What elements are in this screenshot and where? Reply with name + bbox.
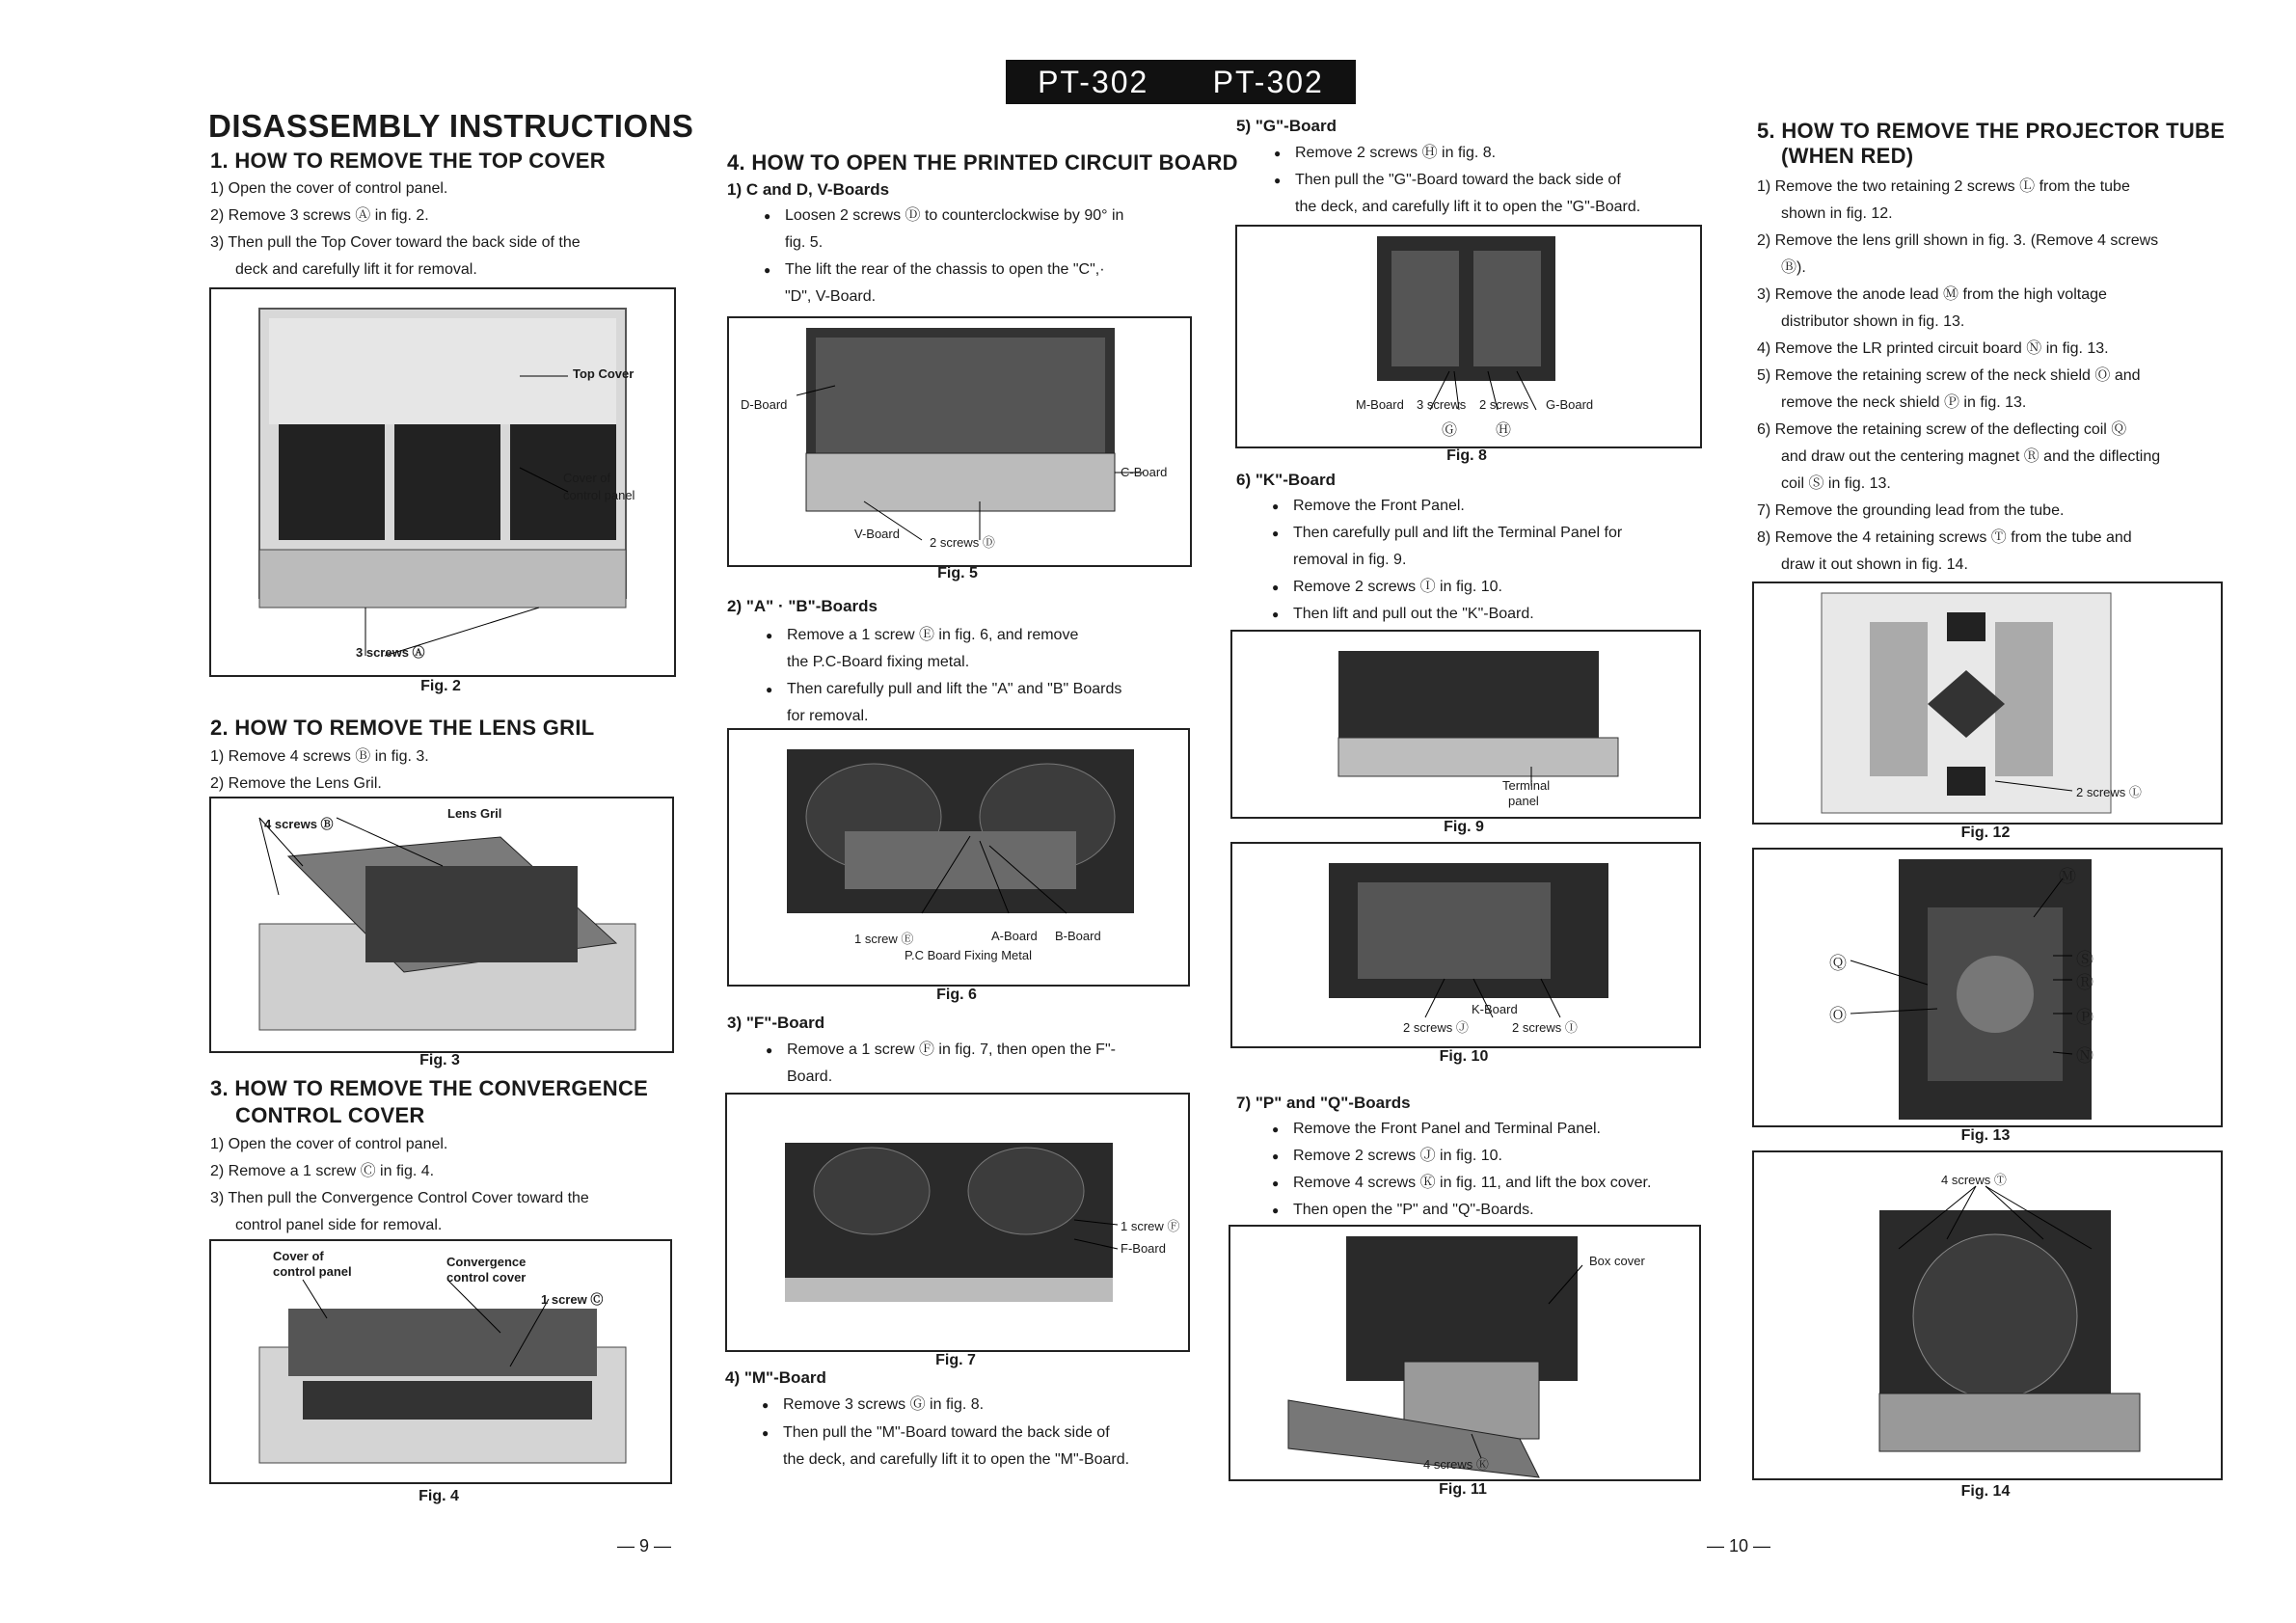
- sec3-step-2: 2) Remove a 1 screw Ⓒ in fig. 4.: [210, 1163, 435, 1179]
- sec4-p1-title: 1) C and D, V-Boards: [727, 180, 890, 199]
- fig-13-caption: Fig. 13: [1960, 1127, 2011, 1144]
- sec3-step-1: 1) Open the cover of control panel.: [210, 1136, 448, 1152]
- fig4-label-convergence: Convergence: [446, 1255, 527, 1269]
- fig-13-image: [1752, 848, 2223, 1127]
- section-1-heading: 1. HOW TO REMOVE THE TOP COVER: [210, 149, 606, 173]
- sec4-p2-bullet-1: ● Remove a 1 screw Ⓔ in fig. 6, and remove: [766, 627, 1079, 643]
- fig-5-caption: Fig. 5: [937, 565, 978, 582]
- page-title: DISASSEMBLY INSTRUCTIONS: [208, 108, 694, 144]
- fig-12-caption: Fig. 12: [1960, 825, 2011, 841]
- fig4-label-cover-of: Cover of: [273, 1249, 324, 1263]
- sec2-step-1: 1) Remove 4 screws Ⓑ in fig. 3.: [210, 748, 429, 765]
- fig4-label-control-panel: control panel: [273, 1264, 352, 1279]
- fig2-label-cover-of: Cover of: [563, 471, 611, 485]
- fig-2-caption: Fig. 2: [420, 678, 461, 694]
- sec6k-bullet-1: ● Remove the Front Panel.: [1272, 498, 1465, 514]
- tube-step-5: 5) Remove the retaining screw of the neck shield Ⓞ and: [1757, 367, 2141, 384]
- page-number-right: — 10 —: [1707, 1536, 1771, 1555]
- fig10-label-j-screws: 2 screws Ⓙ: [1403, 1020, 1469, 1035]
- fig-2-image: [209, 287, 676, 677]
- tube-step-4: 4) Remove the LR printed circuit board Ⓝ in fig. 13.: [1757, 340, 2109, 357]
- sec6k-bullet-2: ● Then carefully pull and lift the Terminal Panel for: [1272, 525, 1623, 541]
- fig4-label-control-cover: control cover: [446, 1270, 527, 1285]
- sec6k-title: 6) "K"-Board: [1236, 471, 1337, 489]
- fig-7-caption: Fig. 7: [935, 1352, 976, 1368]
- sec4-p4-title: 4) "M"-Board: [725, 1368, 826, 1387]
- tube-step-2-cont: Ⓑ).: [1781, 259, 1806, 276]
- sec5g-bullet-1: ● Remove 2 screws Ⓗ in fig. 8.: [1274, 145, 1497, 161]
- fig13-label-q: Ⓠ: [1829, 954, 1847, 973]
- fig2-label-control-panel: control panel: [563, 488, 635, 502]
- section-5-tube-heading-line2: (WHEN RED): [1781, 144, 1914, 168]
- fig9-label-terminal: Terminal: [1502, 778, 1551, 793]
- sec6k-bullet-4: ● Then lift and pull out the "K"-Board.: [1272, 606, 1534, 622]
- fig-7-image: [725, 1093, 1190, 1352]
- fig-3-image: [209, 797, 674, 1053]
- tube-step-1: 1) Remove the two retaining 2 screws Ⓛ from the tube: [1757, 178, 2130, 195]
- fig-11-caption: Fig. 11: [1439, 1481, 1487, 1498]
- fig2-label-screws: 3 screws Ⓐ: [356, 645, 425, 660]
- sec1-step-2: 2) Remove 3 screws Ⓐ in fig. 2.: [210, 207, 429, 224]
- sec4-p2-bullet-1-cont: the P.C-Board fixing metal.: [787, 654, 970, 670]
- sec4-p2-title: 2) "A" · "B"-Boards: [727, 597, 878, 615]
- sec2-step-2: 2) Remove the Lens Gril.: [210, 775, 382, 792]
- model-banner: [1006, 60, 1356, 104]
- sec7pq-bullet-3: ● Remove 4 screws Ⓚ in fig. 11, and lift the box cover.: [1272, 1175, 1652, 1191]
- sec4-p1-bullet-1-cont: fig. 5.: [785, 234, 824, 251]
- tube-step-3: 3) Remove the anode lead Ⓜ from the high voltage: [1757, 286, 2107, 303]
- fig-3-caption: Fig. 3: [419, 1052, 460, 1068]
- tube-step-3-cont: distributor shown in fig. 13.: [1781, 313, 1965, 330]
- fig13-label-p: Ⓟ: [2076, 1008, 2093, 1027]
- sec4-p4-bullet-2: ● Then pull the "M"-Board toward the back side of: [762, 1424, 1110, 1441]
- fig12-label-screws: 2 screws Ⓛ: [2076, 785, 2142, 799]
- fig2-label-top-cover: Top Cover: [573, 366, 635, 381]
- fig-4-caption: Fig. 4: [419, 1488, 459, 1504]
- fig-8-caption: Fig. 8: [1446, 447, 1487, 464]
- fig6-label-b-board: B-Board: [1055, 929, 1101, 943]
- fig3-label-lens-gril: Lens Gril: [447, 806, 502, 821]
- fig13-label-m: Ⓜ: [2059, 867, 2076, 886]
- tube-step-6-cont-2: coil Ⓢ in fig. 13.: [1781, 475, 1891, 492]
- sec4-p1-bullet-1: ● Loosen 2 screws Ⓓ to counterclockwise by 90° in: [764, 207, 1124, 224]
- sec7pq-bullet-1: ● Remove the Front Panel and Terminal Panel.: [1272, 1121, 1601, 1137]
- model-label-right: PT-302: [1212, 64, 1324, 99]
- section-5-tube-heading-line1: 5. HOW TO REMOVE THE PROJECTOR TUBE: [1757, 119, 2226, 143]
- fig-9-image: [1230, 630, 1701, 819]
- sec4-p1-bullet-2: ● The lift the rear of the chassis to open the "C",·: [764, 261, 1105, 278]
- sec3-step-3: 3) Then pull the Convergence Control Cover toward the: [210, 1190, 589, 1206]
- tube-step-6: 6) Remove the retaining screw of the deflecting coil Ⓠ: [1757, 421, 2127, 438]
- section-4-heading: 4. HOW TO OPEN THE PRINTED CIRCUIT BOARD: [727, 150, 1238, 175]
- fig8-label-g-board: G-Board: [1546, 397, 1594, 412]
- fig10-label-k-board: K-Board: [1472, 1002, 1518, 1016]
- sec5g-bullet-2-cont: the deck, and carefully lift it to open the "G"-Board.: [1295, 199, 1641, 215]
- tube-step-1-cont: shown in fig. 12.: [1781, 205, 1893, 222]
- tube-step-2: 2) Remove the lens grill shown in fig. 3. (Remove 4 screws: [1757, 232, 2159, 249]
- fig-4-image: [209, 1239, 672, 1484]
- tube-step-5-cont: remove the neck shield Ⓟ in fig. 13.: [1781, 394, 2027, 411]
- sec1-step-1: 1) Open the cover of control panel.: [210, 180, 448, 197]
- fig4-label-screw: 1 screw Ⓒ: [541, 1292, 604, 1307]
- fig13-label-r: Ⓡ: [2076, 973, 2093, 992]
- sec3-step-3-cont: control panel side for removal.: [235, 1217, 443, 1233]
- fig10-label-i-screws: 2 screws Ⓘ: [1512, 1020, 1578, 1035]
- fig8-label-m-board: M-Board: [1356, 397, 1404, 412]
- fig6-label-screw: 1 screw Ⓔ: [854, 932, 914, 946]
- fig5-label-c-board: C-Board: [1121, 465, 1168, 479]
- fig6-label-fixing-metal: P.C Board Fixing Metal: [905, 948, 1032, 962]
- fig-5-image: [727, 316, 1192, 567]
- sec7pq-title: 7) "P" and "Q"-Boards: [1236, 1094, 1411, 1112]
- fig13-label-n: Ⓝ: [2076, 1046, 2093, 1066]
- fig7-label-f-board: F-Board: [1121, 1241, 1166, 1256]
- fig-12-image: [1752, 582, 2223, 825]
- sec5g-bullet-2: ● Then pull the "G"-Board toward the back side of: [1274, 172, 1621, 188]
- fig13-label-o: Ⓞ: [1829, 1006, 1847, 1025]
- section-3-heading-line2: CONTROL COVER: [235, 1103, 425, 1127]
- fig11-label-box-cover: Box cover: [1589, 1254, 1645, 1268]
- fig-11-image: [1229, 1225, 1701, 1481]
- fig-9-caption: Fig. 9: [1444, 819, 1484, 835]
- fig6-label-a-board: A-Board: [991, 929, 1038, 943]
- section-2-heading: 2. HOW TO REMOVE THE LENS GRIL: [210, 716, 595, 740]
- fig5-label-screws: 2 screws Ⓓ: [930, 535, 995, 550]
- fig-8-image: [1235, 225, 1702, 448]
- fig8-label-g-marker: Ⓖ: [1442, 422, 1458, 439]
- sec4-p3-title: 3) "F"-Board: [727, 1014, 825, 1032]
- fig9-label-panel: panel: [1508, 794, 1539, 808]
- sec4-p2-bullet-2: ● Then carefully pull and lift the "A" and "B" Boards: [766, 681, 1122, 697]
- fig-6-caption: Fig. 6: [936, 987, 977, 1003]
- sec5g-title: 5) "G"-Board: [1236, 117, 1337, 135]
- sec4-p3-bullet-1: ● Remove a 1 screw Ⓕ in fig. 7, then open the F"-: [766, 1041, 1116, 1058]
- sec1-step-3: 3) Then pull the Top Cover toward the back side of the: [210, 234, 581, 251]
- sec6k-bullet-3: ● Remove 2 screws Ⓘ in fig. 10.: [1272, 579, 1502, 595]
- tube-step-7: 7) Remove the grounding lead from the tube.: [1757, 502, 2065, 519]
- sec4-p1-bullet-2-cont: "D", V-Board.: [785, 288, 877, 305]
- fig8-label-h-marker: Ⓗ: [1496, 422, 1512, 439]
- page-number-left: — 9 —: [617, 1536, 672, 1555]
- fig-10-caption: Fig. 10: [1439, 1048, 1489, 1065]
- sec1-step-3-cont: deck and carefully lift it for removal.: [235, 261, 477, 278]
- fig13-label-s: Ⓢ: [2076, 950, 2093, 969]
- fig-14-image: [1752, 1150, 2223, 1480]
- tube-step-6-cont-1: and draw out the centering magnet Ⓡ and the diflecting: [1781, 448, 2161, 465]
- fig3-label-screws: 4 screws Ⓑ: [264, 817, 334, 831]
- fig-6-image: [727, 728, 1190, 987]
- sec7pq-bullet-4: ● Then open the "P" and "Q"-Boards.: [1272, 1202, 1534, 1218]
- fig8-label-2-screws: 2 screws: [1479, 397, 1529, 412]
- sec4-p4-bullet-1: ● Remove 3 screws Ⓖ in fig. 8.: [762, 1396, 985, 1413]
- sec7pq-bullet-2: ● Remove 2 screws Ⓙ in fig. 10.: [1272, 1148, 1502, 1164]
- tube-step-8: 8) Remove the 4 retaining screws Ⓣ from the tube and: [1757, 529, 2132, 546]
- sec4-p2-bullet-2-cont: for removal.: [787, 708, 869, 724]
- fig14-label-screws: 4 screws Ⓣ: [1941, 1173, 2007, 1187]
- tube-step-8-cont: draw it out shown in fig. 14.: [1781, 556, 1968, 573]
- fig7-label-screw: 1 screw Ⓕ: [1121, 1219, 1180, 1233]
- fig-10-image: [1230, 842, 1701, 1048]
- fig5-label-v-board: V-Board: [854, 527, 900, 541]
- fig-14-caption: Fig. 14: [1960, 1483, 2011, 1500]
- model-label-left: PT-302: [1038, 64, 1149, 99]
- section-3-heading-line1: 3. HOW TO REMOVE THE CONVERGENCE: [210, 1076, 649, 1100]
- sec6k-bullet-2-cont: removal in fig. 9.: [1293, 552, 1407, 568]
- fig11-label-screws: 4 screws Ⓚ: [1423, 1457, 1489, 1472]
- sec4-p4-bullet-2-cont: the deck, and carefully lift it to open the "M"-Board.: [783, 1451, 1130, 1468]
- fig5-label-d-board: D-Board: [741, 397, 788, 412]
- sec4-p3-bullet-1-cont: Board.: [787, 1068, 833, 1085]
- fig8-label-3-screws: 3 screws: [1417, 397, 1467, 412]
